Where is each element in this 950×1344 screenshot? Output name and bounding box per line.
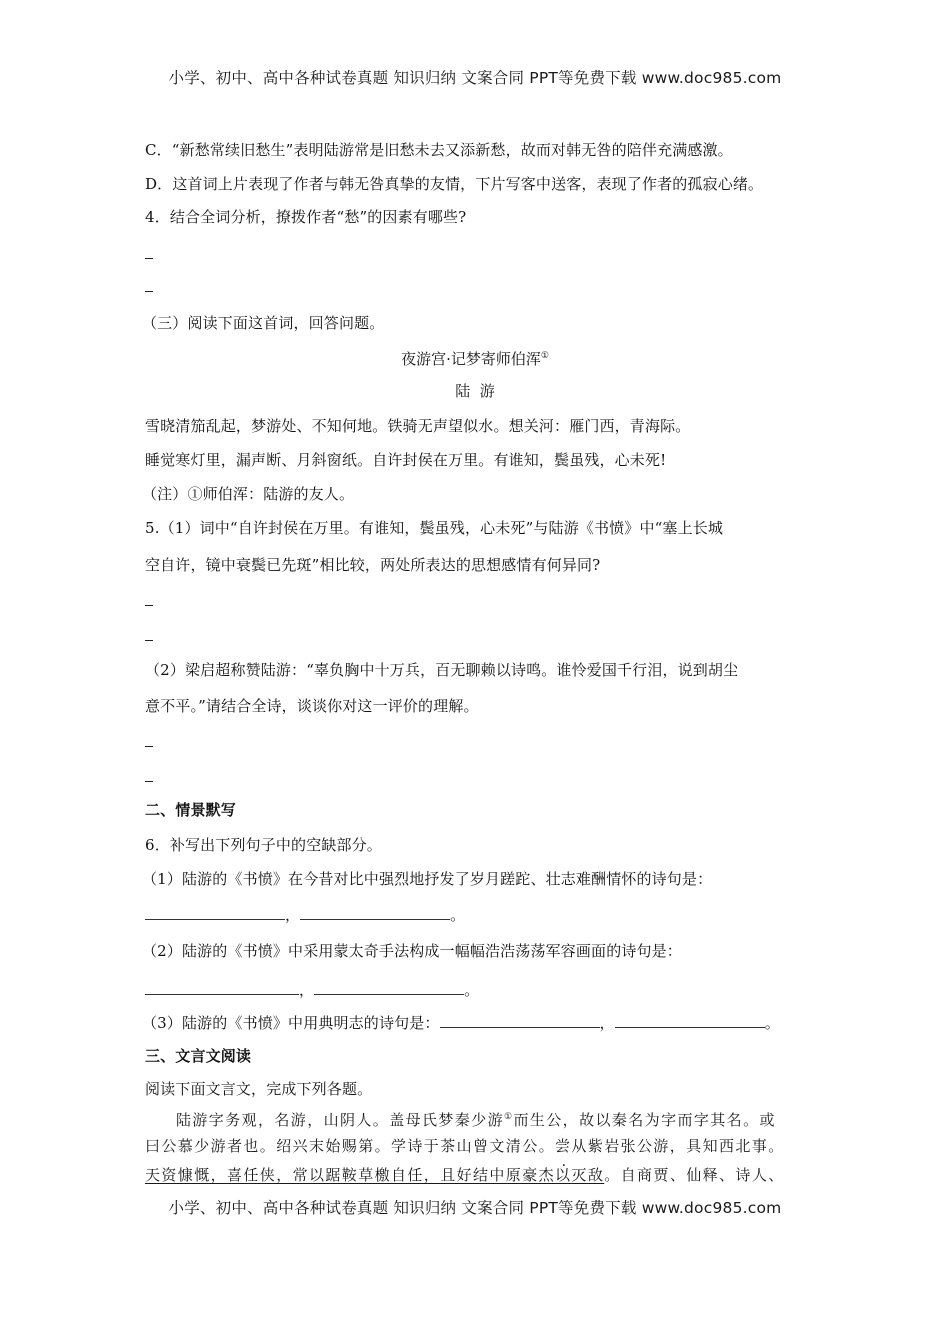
emphasized-character: 以 xyxy=(555,1166,572,1184)
classical-note-mark: ① xyxy=(504,1112,514,1122)
question-6-sub1: （1）陆游的《书愤》在今昔对比中强烈地抒发了岁月蹉跎、壮志难酬情怀的诗句是： xyxy=(142,870,713,888)
comma: ， xyxy=(285,906,301,924)
classical-line-2: 曰公慕少游者也。绍兴末始赐第。学诗于茶山曾文清公。尝从紫岩张公游，具知西北事。 xyxy=(145,1137,785,1155)
question-5-part2-line2: 意不平。”请结合全诗，谈谈你对这一评价的理解。 xyxy=(145,697,479,715)
question-6-sub2: （2）陆游的《书愤》中采用蒙太奇手法构成一幅幅浩浩荡荡军容画面的诗句是： xyxy=(142,942,682,960)
period: 。 xyxy=(450,906,466,924)
fill-blank[interactable] xyxy=(314,980,464,995)
classical-line-1-a: 陆游字务观，名游，山阴人。盖母氏梦秦少游 xyxy=(176,1111,505,1129)
question-5-part2-line1: （2）梁启超称赞陆游：“辜负胸中十万兵，百无聊赖以诗鸣。谁怜爱国千行泪，说到胡尘 xyxy=(145,661,739,679)
poem-line-1: 雪晓清笳乱起，梦游处、不知何地。铁骑无声望似水。想关河：雁门西，青海际。 xyxy=(145,417,691,435)
fill-row-2 xyxy=(145,980,479,1000)
question-6-stem: 6．补写出下列句子中的空缺部分。 xyxy=(145,836,382,854)
answer-line[interactable] xyxy=(145,258,153,259)
classical-line-1 xyxy=(176,1107,776,1130)
underlined-sentence-part2: 灭敌 xyxy=(571,1166,605,1184)
classical-line-3-rest: 。自商贾、仙释、诗人、 xyxy=(604,1166,785,1184)
question-6-sub3-text: （3）陆游的《书愤》中用典明志的诗句是： xyxy=(142,1014,440,1032)
question-5-part1-line2: 空自许，镜中衰鬓已先斑”相比较，两处所表达的思想感情有何异同? xyxy=(145,556,601,574)
period: 。 xyxy=(764,1014,780,1032)
answer-line[interactable] xyxy=(145,640,153,641)
fill-row-1 xyxy=(145,905,465,925)
underlined-sentence-part1: 天资慷慨，喜任侠，常以踞鞍草檄自任，且好结中原豪杰 xyxy=(145,1166,556,1184)
fill-blank[interactable] xyxy=(145,980,299,995)
comma: ， xyxy=(299,981,315,999)
answer-line[interactable] xyxy=(145,291,153,292)
answer-line[interactable] xyxy=(145,781,153,782)
section-three-instruction: 阅读下面文言文，完成下列各题。 xyxy=(145,1080,373,1098)
page-footer: 小学、初中、高中各种试卷真题 知识归纳 文案合同 PPT等免费下载 www.doc985.com xyxy=(168,1199,782,1217)
fill-blank[interactable] xyxy=(440,1013,600,1028)
comma: ， xyxy=(599,1014,615,1032)
period: 。 xyxy=(464,981,480,999)
poem-title-note-mark: ① xyxy=(540,351,549,361)
option-c: C．“新愁常续旧愁生”表明陆游常是旧愁未去又添新愁，故而对韩无咎的陪伴充满感激。 xyxy=(145,141,733,159)
poem-note: （注）①师伯浑：陆游的友人。 xyxy=(142,485,355,503)
page-header: 小学、初中、高中各种试卷真题 知识归纳 文案合同 PPT等免费下载 www.doc985.com xyxy=(168,69,782,87)
poem-title-text: 夜游宫·记梦寄师伯浑 xyxy=(401,350,541,368)
section-three-heading: 三、文言文阅读 xyxy=(145,1047,252,1065)
classical-line-1-b: 而生公，故以秦名为字而字其名。或 xyxy=(513,1111,776,1129)
fill-blank[interactable] xyxy=(145,905,285,920)
question-6-sub3 xyxy=(142,1013,780,1033)
answer-line[interactable] xyxy=(145,746,153,747)
option-d: D．这首词上片表现了作者与韩无咎真挚的友情，下片写客中送客，表现了作者的孤寂心绪。 xyxy=(145,175,764,193)
question-5-part1-line1: 5.（1）词中“自许封侯在万里。有谁知，鬓虽残，心未死”与陆游《书愤》中“塞上长城 xyxy=(145,519,724,537)
poem-author: 陆 游 xyxy=(455,382,495,400)
poem-title xyxy=(0,346,950,369)
question-4: 4．结合全词分析，撩拨作者“愁”的因素有哪些? xyxy=(145,208,467,226)
section-two-heading: 二、情景默写 xyxy=(145,801,236,819)
fill-blank[interactable] xyxy=(300,905,450,920)
answer-line[interactable] xyxy=(145,605,153,606)
poem-line-2: 睡觉寒灯里，漏声断、月斜窗纸。自许封侯在万里。有谁知，鬓虽残，心未死! xyxy=(145,451,667,469)
classical-line-3 xyxy=(145,1165,785,1185)
fill-blank[interactable] xyxy=(615,1013,765,1028)
section3-intro: （三）阅读下面这首词，回答问题。 xyxy=(142,314,385,332)
